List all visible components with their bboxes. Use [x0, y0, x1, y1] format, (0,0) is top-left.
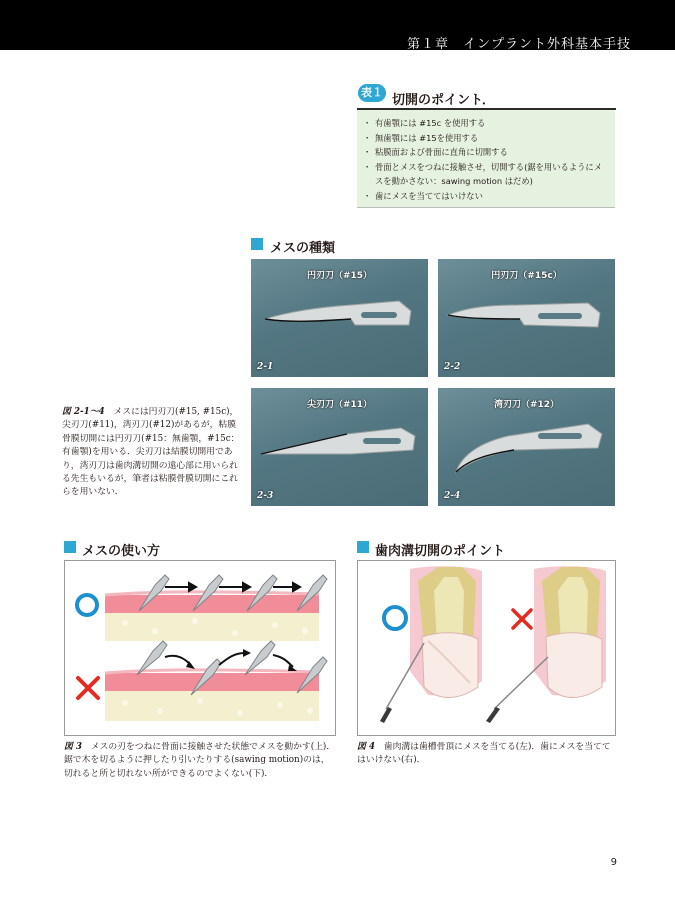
figure-number: 図 2-1〜4: [62, 407, 105, 417]
photo-label: 円刃刀（#15）: [306, 271, 373, 281]
photo-label: 尖刃刀（#11）: [306, 400, 373, 410]
section-title-scalpel-types: メスの種類: [270, 241, 336, 256]
section-title-scalpel-use: メスの使い方: [82, 544, 161, 559]
table-item: ・ 粘膜面および骨面に直角に切開する: [365, 145, 609, 160]
photo-label: 湾刃刀（#12）: [493, 400, 560, 410]
photo-scalpel-15: [251, 259, 428, 377]
photo-label: 円刃刀（#15c）: [491, 271, 562, 281]
table-box: [357, 110, 615, 208]
page-number: 9: [610, 857, 617, 868]
table-item: ・ 骨面とメスをつねに接触させ，切開する(鋸を用いるようにメスを動かさない：sawing motion はだめ): [365, 160, 609, 189]
photo-scalpel-15c: [438, 259, 615, 377]
photo-scalpel-12: [438, 388, 615, 506]
wrong-mark-icon: [73, 673, 103, 703]
figure-caption-4: [357, 741, 617, 768]
correct-mark-icon: [382, 605, 408, 631]
section-marker-icon: [251, 238, 263, 250]
table-title: 切開のポイント．: [392, 93, 495, 108]
photo-scalpel-11: [251, 388, 428, 506]
illustration-sulcus-incision: [357, 560, 616, 736]
photo-number: 2-3: [257, 491, 274, 501]
caption-text: メスの刃をつねに骨面に接触させた状態でメスを動かす(上)．鋸で木を切るように押したり引いたりする(sawing motion)のは，切れると所と切れない所ができるのでよくない(下)．: [64, 742, 336, 779]
section-title-sulcus-incision: 歯肉溝切開のポイント: [375, 544, 506, 559]
table-item: ・ 有歯顎には #15c を使用する: [365, 116, 609, 131]
chapter-title: 第１章 インプラント外科基本手技: [406, 37, 631, 52]
photo-number: 2-2: [444, 362, 461, 372]
table-point-list: [357, 110, 615, 204]
wrong-mark-icon: [508, 605, 536, 633]
photo-number: 2-1: [257, 362, 274, 372]
figure-number: 図 3: [64, 742, 82, 752]
table-item: ・ 歯にメスを当ててはいけない: [365, 189, 609, 204]
photo-number: 2-4: [444, 491, 461, 501]
table-badge: 表１: [358, 84, 386, 102]
table-item: ・ 無歯顎には #15を使用する: [365, 131, 609, 146]
correct-mark-icon: [75, 593, 99, 617]
figure-number: 図 4: [357, 742, 375, 752]
caption-text: 歯肉溝は歯槽骨頂にメスを当てる(左)．歯にメスを当ててはいけない(右)．: [357, 742, 611, 766]
figure-caption-3: [64, 741, 336, 781]
section-marker-icon: [64, 541, 76, 553]
section-marker-icon: [357, 541, 369, 553]
figure-caption-2: [62, 406, 240, 500]
illustration-scalpel-motion: [64, 560, 336, 736]
caption-text: メスには円刃刀(#15, #15c)，尖刃刀(#11)，湾刃刀(#12)があるが，粘膜骨膜切開には円刃刀(#15：無歯顎，#15c：有歯顎)を用いる．尖刃刀は結膜切開用であり，湾刃刀は歯肉溝切開の遠心部に用いられる先生もいるが，筆者は粘膜骨膜切開にこれらを用いない．: [62, 407, 240, 498]
